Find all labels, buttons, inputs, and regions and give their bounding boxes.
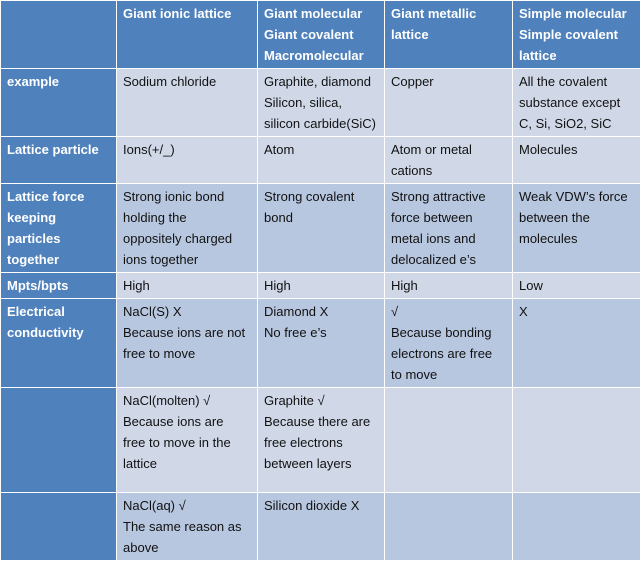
column-header-covalent: Giant molecular Giant covalent Macromolecular <box>258 1 385 69</box>
table-row <box>1 388 640 493</box>
table-cell: √ Because bonding electrons are free to move <box>385 299 513 388</box>
row-label-electrical-conductivity: Electrical conductivity <box>1 299 117 388</box>
table-cell: Molecules <box>513 137 640 184</box>
table-cell: X <box>513 299 640 388</box>
corner-cell <box>1 1 117 69</box>
table-cell: Strong attractive force between metal ions and delocalized e’s <box>385 184 513 273</box>
table-row <box>1 137 640 184</box>
table-cell: Sodium chloride <box>117 69 258 137</box>
row-label-blank <box>1 388 117 493</box>
table-row <box>1 273 640 299</box>
table-cell: Atom or metal cations <box>385 137 513 184</box>
table-cell: NaCl(aq) √ The same reason as above <box>117 493 258 561</box>
row-label-example: example <box>1 69 117 137</box>
table-cell: Ions(+/_) <box>117 137 258 184</box>
table-cell: Strong ionic bond holding the oppositely charged ions together <box>117 184 258 273</box>
table-cell: High <box>117 273 258 299</box>
table-cell: NaCl(S) X Because ions are not free to move <box>117 299 258 388</box>
table-cell <box>513 388 640 493</box>
table-cell: Strong covalent bond <box>258 184 385 273</box>
table-cell: High <box>385 273 513 299</box>
table-cell: All the covalent substance except C, Si, SiO2, SiC <box>513 69 640 137</box>
table-cell: Graphite, diamond Silicon, silica, silicon carbide(SiC) <box>258 69 385 137</box>
table-row <box>1 299 640 388</box>
table-cell <box>385 388 513 493</box>
table-cell: Diamond X No free e’s <box>258 299 385 388</box>
table-cell: Silicon dioxide X <box>258 493 385 561</box>
table-cell: Atom <box>258 137 385 184</box>
header-row <box>1 1 640 69</box>
column-header-metallic: Giant metallic lattice <box>385 1 513 69</box>
table-cell: High <box>258 273 385 299</box>
table-cell: NaCl(molten) √ Because ions are free to move in the lattice <box>117 388 258 493</box>
row-label-lattice-particle: Lattice particle <box>1 137 117 184</box>
table-cell: Graphite √ Because there are free electrons between layers <box>258 388 385 493</box>
row-label-lattice-force: Lattice force keeping particles together <box>1 184 117 273</box>
table-cell: Copper <box>385 69 513 137</box>
table-row <box>1 69 640 137</box>
table-cell: Low <box>513 273 640 299</box>
table-row <box>1 184 640 273</box>
column-header-ionic: Giant ionic lattice <box>117 1 258 69</box>
table-cell: Weak VDW’s force between the molecules <box>513 184 640 273</box>
column-header-simple-molecular: Simple molecular Simple covalent lattice <box>513 1 640 69</box>
row-label-mpts-bpts: Mpts/bpts <box>1 273 117 299</box>
